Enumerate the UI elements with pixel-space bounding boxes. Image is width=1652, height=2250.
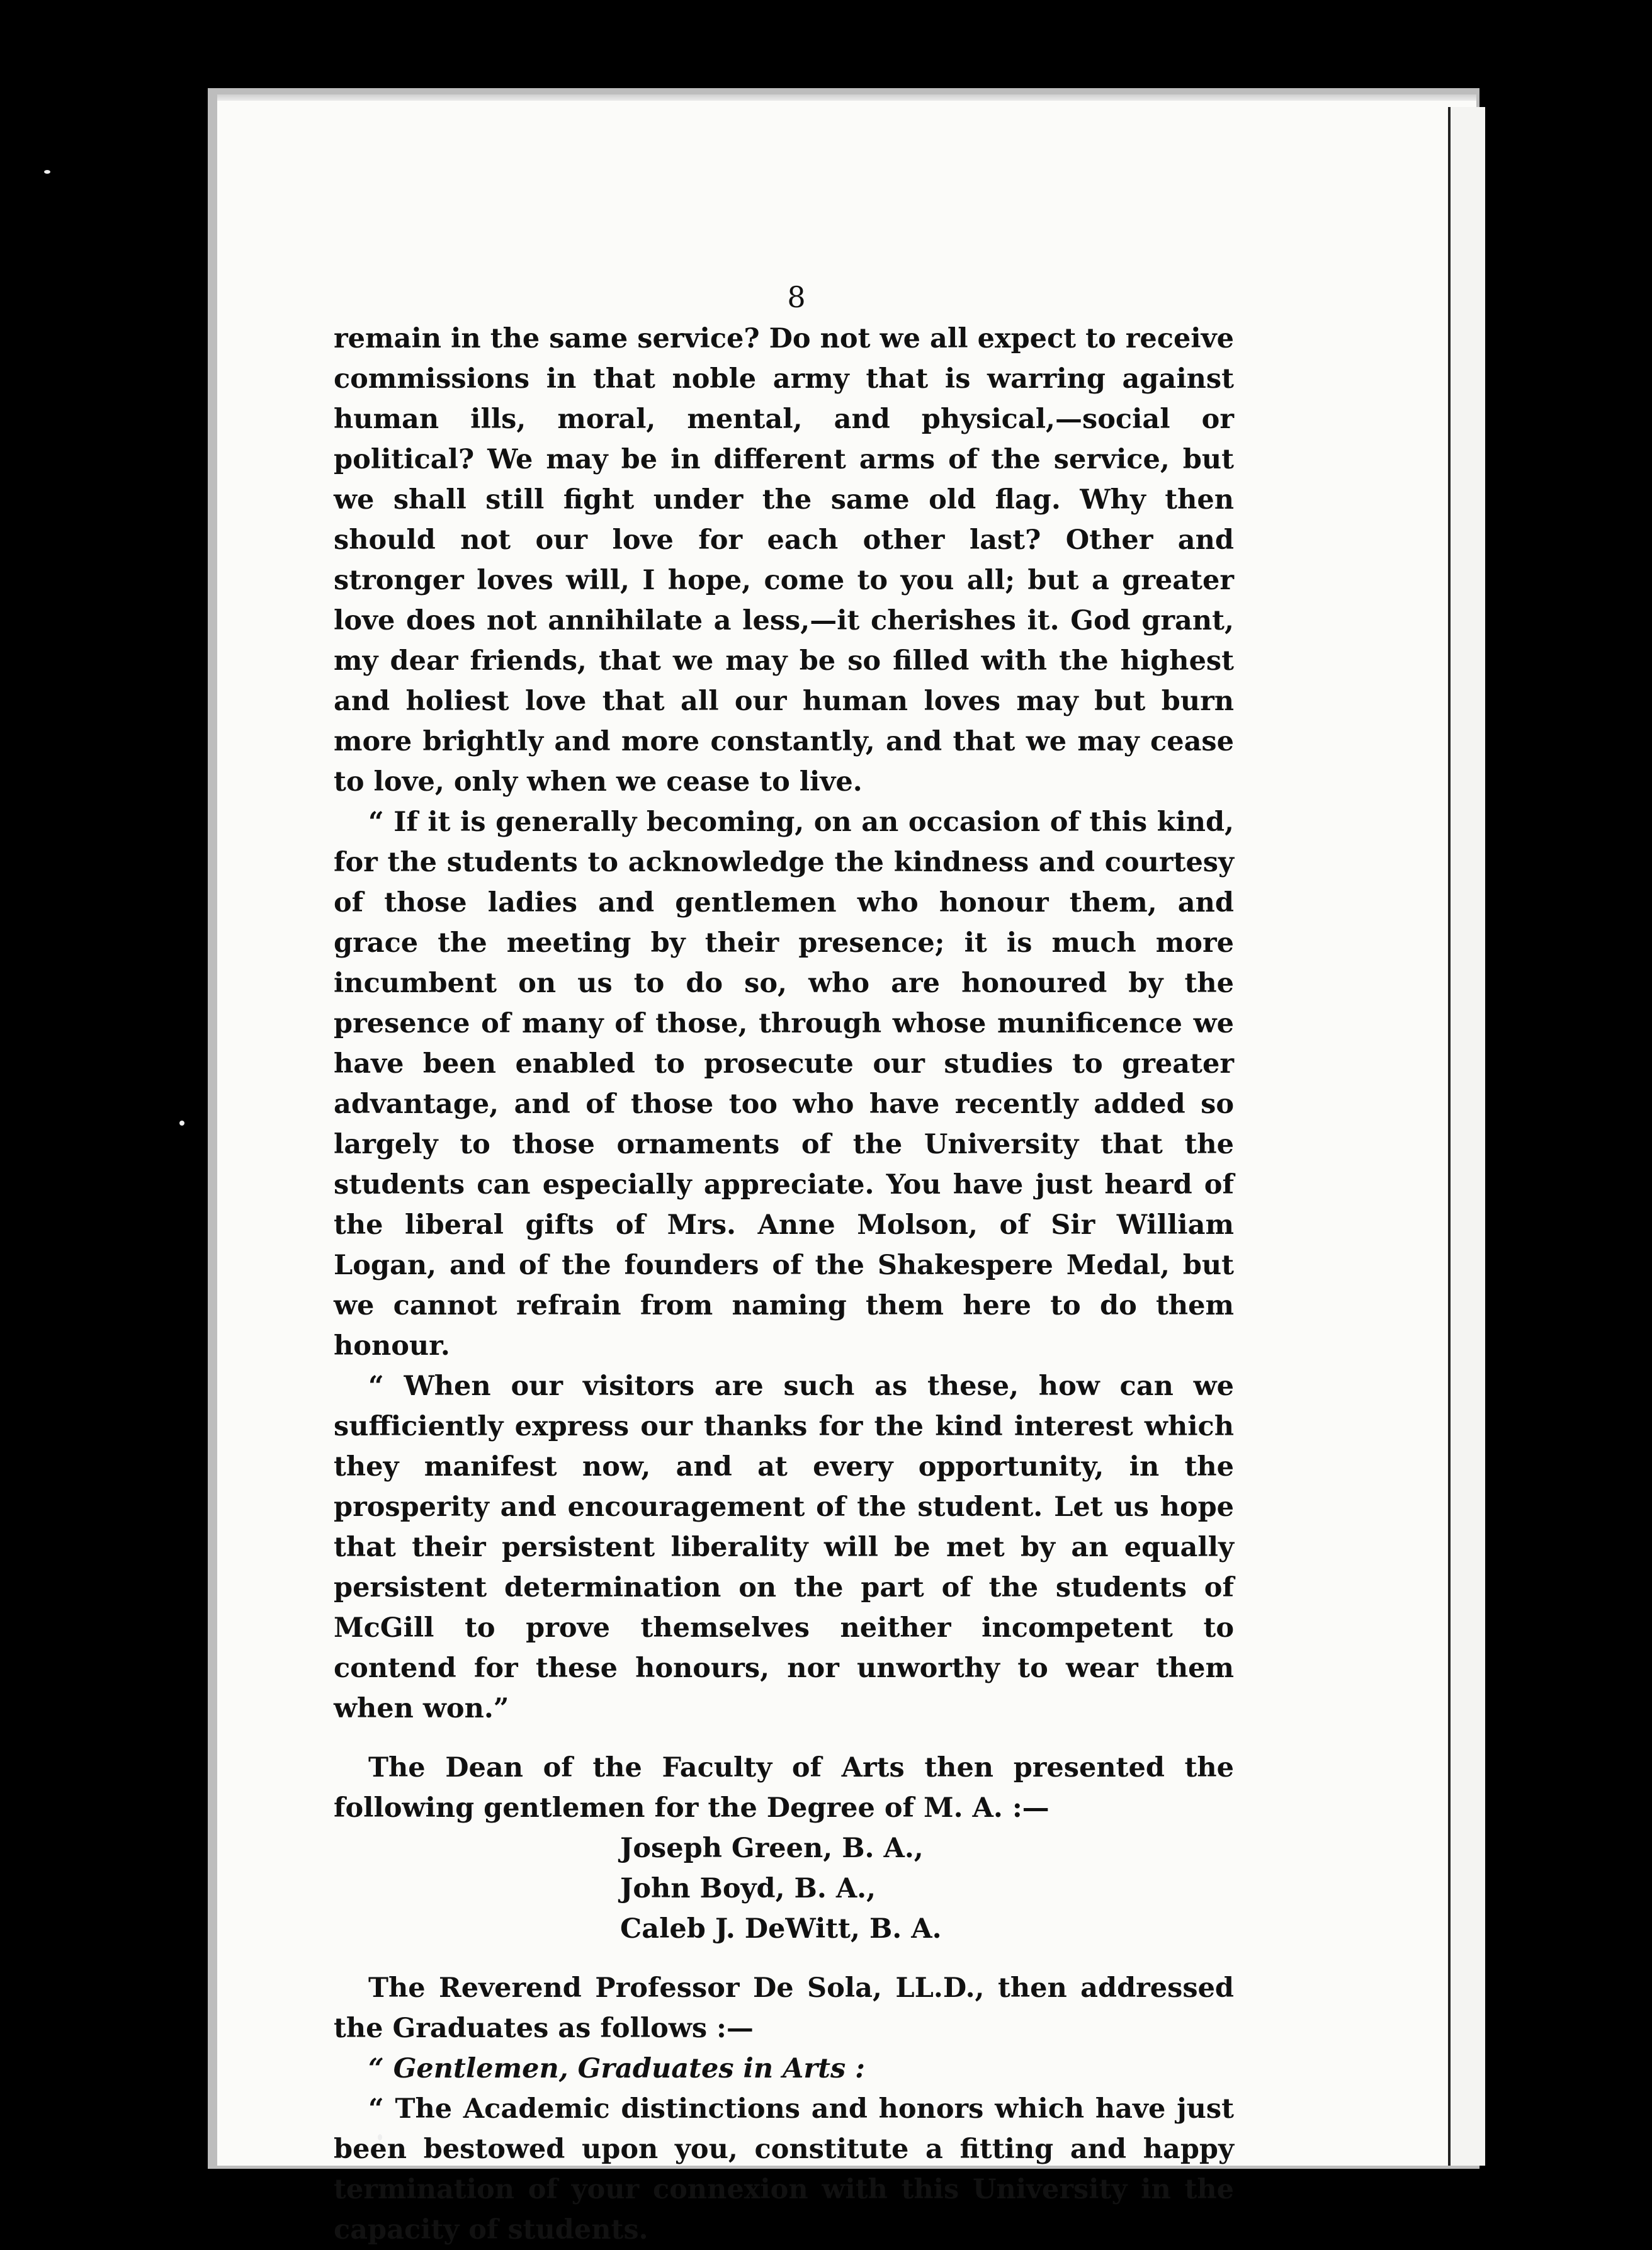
page-number: 8 xyxy=(787,280,806,314)
address-intro: The Reverend Professor De Sola, LL.D., then addressed the Graduates as follows :— xyxy=(334,1972,1234,2044)
scan-speck xyxy=(44,170,50,174)
paragraph: remain in the same service? Do not we all expect to receive commissions in that noble army that is warring against human ills, moral, mental, and physical,—social or political? We may be in different arms of the service, but we shall still fight under the same old flag. Why then should not our love for each other last? Other and stronger loves will, I hope, come to you all; but a greater love does not annihilate a less,—it cherishes it. God grant, my dear friends, that we may be so filled with the highest and holiest love that all our human loves may but burn more brightly and more constantly, and that we may cease to love, only when we cease to live. xyxy=(334,323,1234,798)
graduate-list xyxy=(620,1828,1234,1949)
scan-speck xyxy=(179,1121,184,1126)
paragraph: “ The Academic distinctions and honors which have just been bestowed upon you, constitute a fitting and happy termination of your connexion with this University in the capacity of students. xyxy=(334,2093,1234,2246)
paragraph: “ If it is generally becoming, on an occasion of this kind, for the students to acknowledge the kindness and courtesy of those ladies and gentlemen who honour them, and grace the meeting by their presence; it is much more incumbent on us to do so, who are honoured by the presence of many of those, through whose munificence we have been enabled to prosecute our studies to greater advantage, and of those too who have recently added so largely to those ornaments of the University that the students can especially appreciate. You have just heard of the liberal gifts of Mrs. Anne Molson, of Sir William Logan, and of the founders of the Shakespere Medal, but we cannot refrain from naming them here to do them honour. xyxy=(334,806,1234,1362)
salutation: “ Gentlemen, Graduates in Arts : xyxy=(368,2053,865,2084)
binding-edge xyxy=(1448,107,1485,2166)
page-text xyxy=(334,277,1234,2250)
graduate-name: Caleb J. DeWitt, B. A. xyxy=(620,1913,942,1945)
paragraph: “ When our visitors are such as these, how can we sufficiently express our thanks for the kind interest which they manifest now, and at every opportunity, in the prosperity and encouragement of the student. Let us hope that their persistent liberality will be met by an equally persistent determination on the part of the students of McGill to prove themselves neither incompetent to contend for these honours, nor unworthy to wear them when won.” xyxy=(334,1371,1234,1724)
paragraph: The Dean of the Faculty of Arts then presented the following gentlemen for the Degree of M. A. :— xyxy=(334,1752,1234,1824)
graduate-name: Joseph Green, B. A., xyxy=(620,1833,924,1864)
graduate-name: John Boyd, B. A., xyxy=(620,1873,876,1904)
